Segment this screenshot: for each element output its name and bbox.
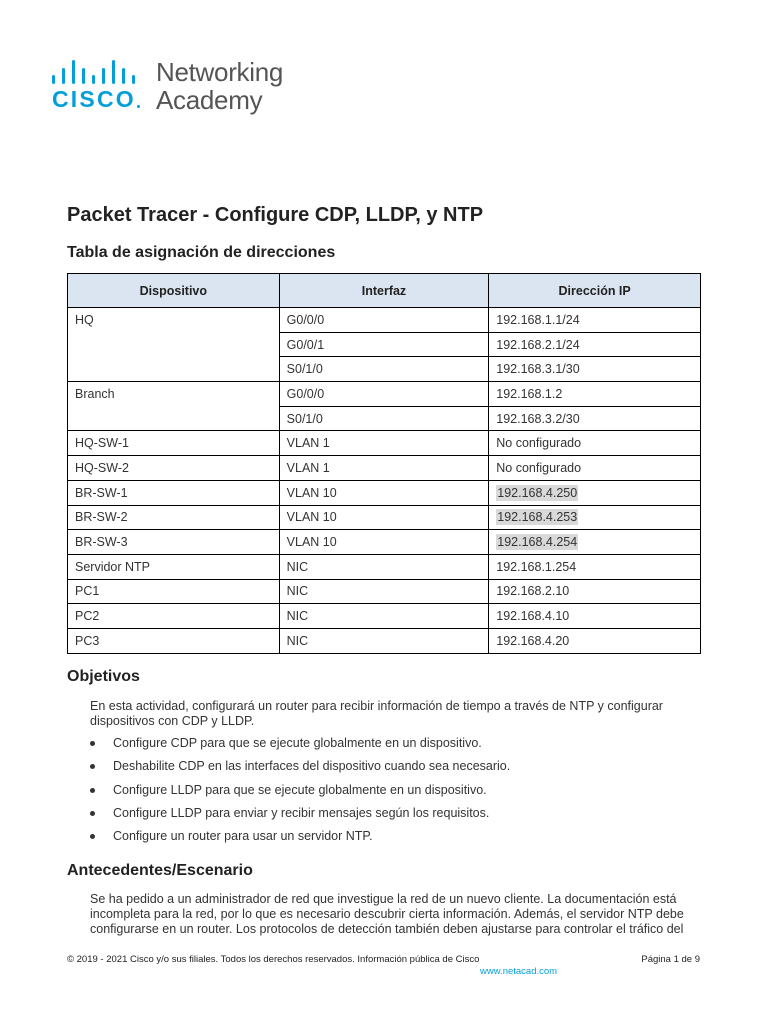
cell-device: BR-SW-3 bbox=[68, 530, 280, 555]
bullet-icon bbox=[90, 834, 95, 839]
cell-ip: 192.168.4.10 bbox=[489, 604, 701, 629]
list-item: Configure un router para usar un servidor NTP. bbox=[90, 828, 690, 851]
table-row bbox=[68, 332, 701, 357]
cell-device bbox=[68, 332, 280, 357]
table-row bbox=[68, 382, 701, 407]
cell-interface: VLAN 10 bbox=[279, 530, 489, 555]
table-row bbox=[68, 456, 701, 481]
cell-device bbox=[68, 357, 280, 382]
table-row bbox=[68, 505, 701, 530]
bullet-icon bbox=[90, 764, 95, 769]
cell-ip: 192.168.3.2/30 bbox=[489, 406, 701, 431]
logo-academy-text: Academy bbox=[156, 85, 263, 115]
cell-interface: NIC bbox=[279, 554, 489, 579]
cell-ip: 192.168.2.1/24 bbox=[489, 332, 701, 357]
cell-device bbox=[68, 406, 280, 431]
bullet-icon bbox=[90, 811, 95, 816]
addressing-table bbox=[67, 273, 701, 654]
cell-ip: 192.168.1.254 bbox=[489, 554, 701, 579]
table-row bbox=[68, 308, 701, 333]
cell-ip: 192.168.3.1/30 bbox=[489, 357, 701, 382]
cell-interface: VLAN 10 bbox=[279, 480, 489, 505]
cell-ip: 192.168.1.2 bbox=[489, 382, 701, 407]
cell-interface: VLAN 10 bbox=[279, 505, 489, 530]
cell-interface: G0/0/0 bbox=[279, 308, 489, 333]
cell-interface: S0/1/0 bbox=[279, 357, 489, 382]
document-title: Packet Tracer - Configure CDP, LLDP, y NTP bbox=[67, 204, 484, 226]
cell-ip: 192.168.1.1/24 bbox=[489, 308, 701, 333]
cell-interface: NIC bbox=[279, 579, 489, 604]
cell-interface: VLAN 1 bbox=[279, 456, 489, 481]
list-item: Configure LLDP para enviar y recibir mensajes según los requisitos. bbox=[90, 805, 690, 828]
table-row bbox=[68, 579, 701, 604]
cell-ip: 192.168.4.20 bbox=[489, 628, 701, 653]
footer-url-link[interactable]: www.netacad.com bbox=[480, 966, 558, 977]
cell-ip bbox=[489, 530, 701, 555]
highlighted-ip: 192.168.4.250 bbox=[497, 485, 578, 500]
highlighted-ip: 192.168.4.253 bbox=[497, 510, 578, 525]
cell-device: HQ bbox=[68, 308, 280, 333]
cell-device: PC2 bbox=[68, 604, 280, 629]
addressing-table-heading: Tabla de asignación de direcciones bbox=[67, 244, 336, 261]
list-item: Configure CDP para que se ejecute globalmente en un dispositivo. bbox=[90, 735, 690, 758]
footer-copyright: © 2019 - 2021 Cisco y/o sus filiales. Todos los derechos reservados. Información pública de Cisco bbox=[67, 954, 480, 965]
cell-interface: G0/0/1 bbox=[279, 332, 489, 357]
cell-ip: No configurado bbox=[489, 456, 701, 481]
cell-interface: G0/0/0 bbox=[279, 382, 489, 407]
footer-page-number: Página 1 de 9 bbox=[641, 954, 700, 965]
bullet-icon bbox=[90, 788, 95, 793]
cell-interface: NIC bbox=[279, 604, 489, 629]
table-row bbox=[68, 357, 701, 382]
objectives-list bbox=[90, 735, 690, 851]
cell-interface: S0/1/0 bbox=[279, 406, 489, 431]
objectives-intro: En esta actividad, configurará un router para recibir información de tiempo a través de NTP y configurar dispositivos con CDP y LLDP. bbox=[90, 699, 663, 728]
cell-device: BR-SW-1 bbox=[68, 480, 280, 505]
cell-device: HQ-SW-1 bbox=[68, 431, 280, 456]
cell-interface: NIC bbox=[279, 628, 489, 653]
column-header-device: Dispositivo bbox=[68, 274, 280, 308]
cell-device: PC3 bbox=[68, 628, 280, 653]
table-row bbox=[68, 604, 701, 629]
table-row bbox=[68, 480, 701, 505]
cell-ip: No configurado bbox=[489, 431, 701, 456]
bullet-icon bbox=[90, 741, 95, 746]
cell-ip: 192.168.2.10 bbox=[489, 579, 701, 604]
cell-device: PC1 bbox=[68, 579, 280, 604]
cell-device: HQ-SW-2 bbox=[68, 456, 280, 481]
background-heading: Antecedentes/Escenario bbox=[67, 862, 253, 879]
cisco-bars-icon bbox=[52, 58, 144, 84]
table-row bbox=[68, 628, 701, 653]
column-header-interface: Interfaz bbox=[279, 274, 489, 308]
cell-device: Branch bbox=[68, 382, 280, 407]
cell-device: Servidor NTP bbox=[68, 554, 280, 579]
cell-device: BR-SW-2 bbox=[68, 505, 280, 530]
objectives-heading: Objetivos bbox=[67, 668, 140, 685]
cell-ip bbox=[489, 480, 701, 505]
cell-ip bbox=[489, 505, 701, 530]
table-row bbox=[68, 431, 701, 456]
table-row bbox=[68, 530, 701, 555]
background-text: Se ha pedido a un administrador de red que investigue la red de un nuevo cliente. La documentación está incompleta para la red, por lo que es necesario descubrir cierta información. Además, el servidor NTP debe configurarse en un router. Los protocolos de detección también deben ajustarse para controlar el tráfico del bbox=[90, 892, 684, 936]
logo-networking-text: Networking bbox=[156, 57, 284, 87]
table-row bbox=[68, 554, 701, 579]
cell-interface: VLAN 1 bbox=[279, 431, 489, 456]
column-header-ip: Dirección IP bbox=[489, 274, 701, 308]
cisco-networking-academy-logo bbox=[52, 58, 312, 118]
highlighted-ip: 192.168.4.254 bbox=[497, 535, 578, 550]
table-row bbox=[68, 406, 701, 431]
list-item: Configure LLDP para que se ejecute globalmente en un dispositivo. bbox=[90, 782, 690, 805]
table-header-row bbox=[68, 274, 701, 308]
list-item: Deshabilite CDP en las interfaces del dispositivo cuando sea necesario. bbox=[90, 758, 690, 781]
cisco-wordmark: CISCO bbox=[52, 86, 136, 112]
